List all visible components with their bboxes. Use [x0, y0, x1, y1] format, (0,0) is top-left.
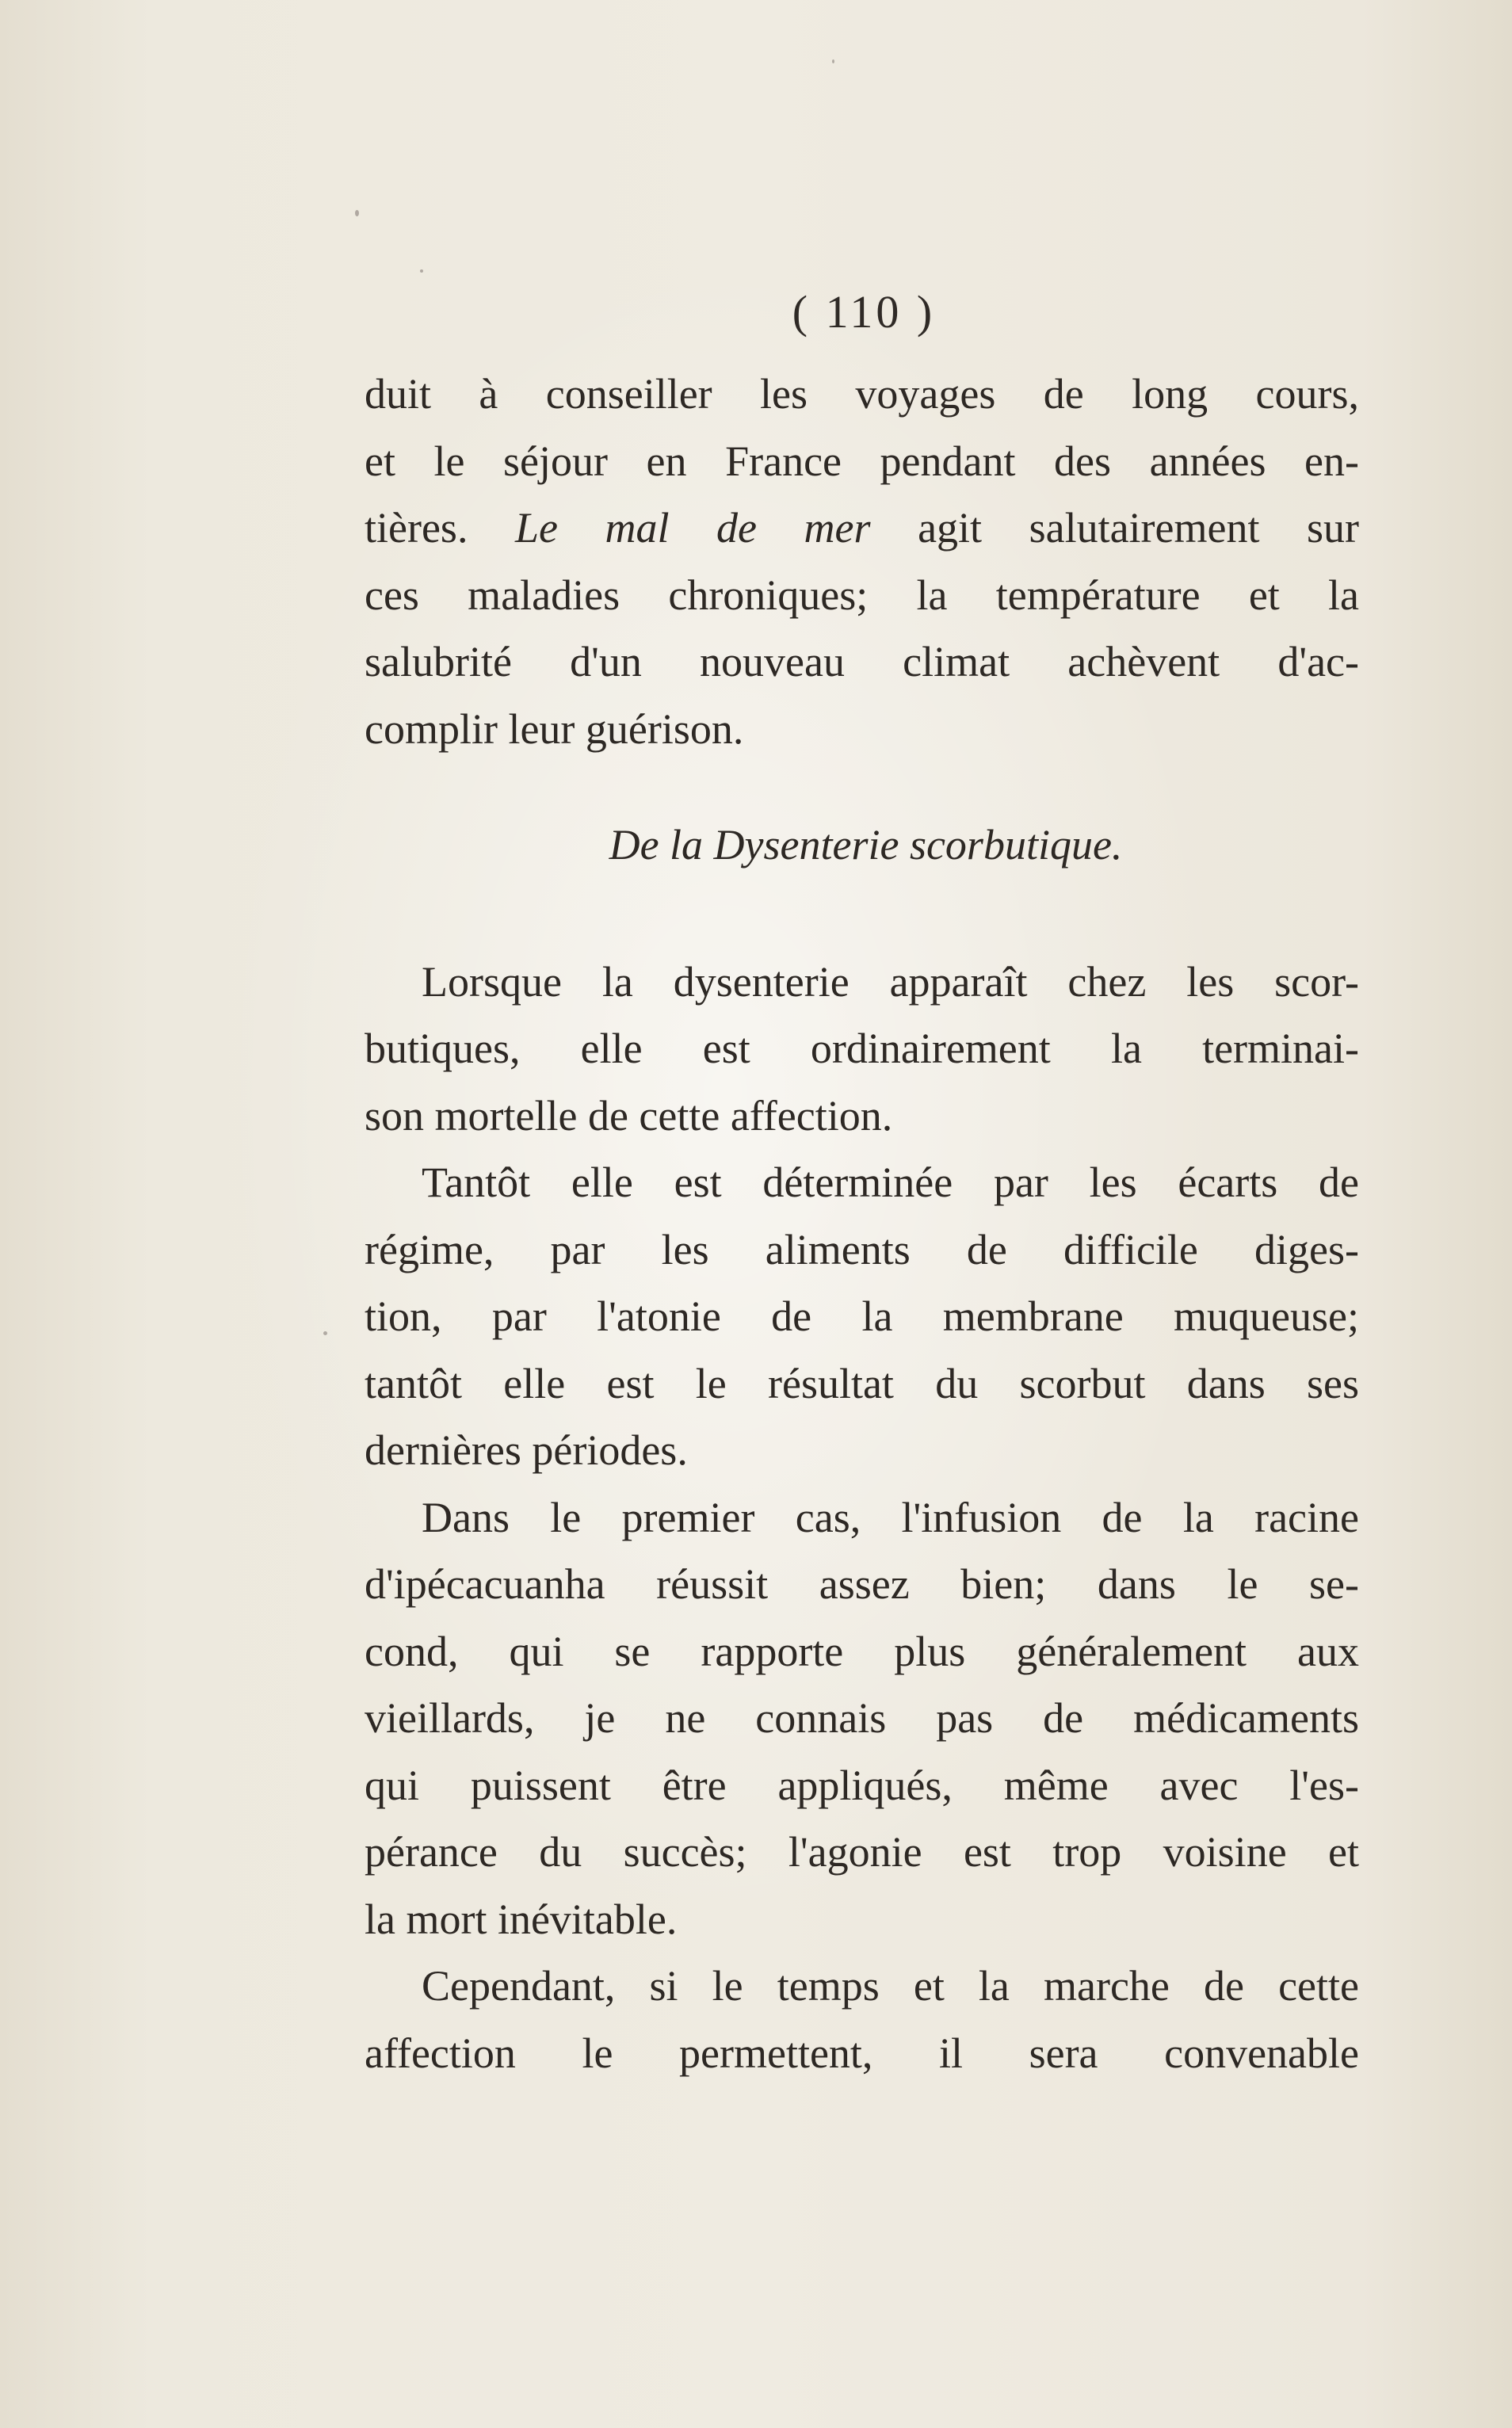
- section-heading: De la Dysenterie scorbutique.: [609, 821, 1123, 869]
- text-line: duit à conseiller les voyages de long cours,: [365, 370, 1359, 418]
- page-number: ( 110 ): [792, 286, 936, 338]
- text-line: régime, par les aliments de difficile diges-: [365, 1225, 1359, 1273]
- text-line: Lorsque la dysenterie apparaît chez les scor-: [422, 957, 1359, 1006]
- paper-speck: [323, 1331, 327, 1335]
- text-fragment: tières.: [365, 504, 515, 552]
- text-line: Cependant, si le temps et la marche de cette: [422, 1962, 1359, 2010]
- text-line: butiques, elle est ordinairement la terminai-: [365, 1025, 1359, 1072]
- text-line: tantôt elle est le résultat du scorbut dans ses: [365, 1359, 1359, 1407]
- text-line: cond, qui se rapporte plus généralement aux: [365, 1627, 1359, 1675]
- text-line: [365, 494, 1359, 562]
- text-line: tion, par l'atonie de la membrane muqueuse;: [365, 1292, 1359, 1340]
- text-fragment: agit salutairement sur: [870, 504, 1360, 552]
- paper-speck: [420, 269, 423, 273]
- text-line: ces maladies chroniques; la température et la: [365, 571, 1359, 619]
- text-line: affection le permettent, il sera convenable: [365, 2029, 1359, 2077]
- text-line: vieillards, je ne connais pas de médicaments: [365, 1694, 1359, 1742]
- text-line: qui puissent être appliqués, même avec l'es-: [365, 1761, 1359, 1809]
- text-line: Tantôt elle est déterminée par les écarts de: [422, 1159, 1359, 1206]
- text-line: salubrité d'un nouveau climat achèvent d'ac-: [365, 638, 1359, 685]
- paper-speck: [832, 59, 834, 63]
- text-line: Dans le premier cas, l'infusion de la racine: [422, 1493, 1359, 1541]
- italic-phrase: Le mal de mer: [514, 504, 871, 552]
- text-line: et le séjour en France pendant des années en-: [365, 437, 1359, 485]
- text-line: la mort inévitable.: [365, 1895, 678, 1943]
- text-line: d'ipécacuanha réussit assez bien; dans le se-: [365, 1560, 1359, 1608]
- paper-speck: [355, 210, 359, 216]
- text-line: dernières périodes.: [365, 1426, 688, 1474]
- text-line: pérance du succès; l'agonie est trop voisine et: [365, 1828, 1359, 1876]
- text-line: complir leur guérison.: [365, 704, 744, 753]
- body-text: [365, 361, 1359, 2086]
- text-line: son mortelle de cette affection.: [365, 1091, 893, 1140]
